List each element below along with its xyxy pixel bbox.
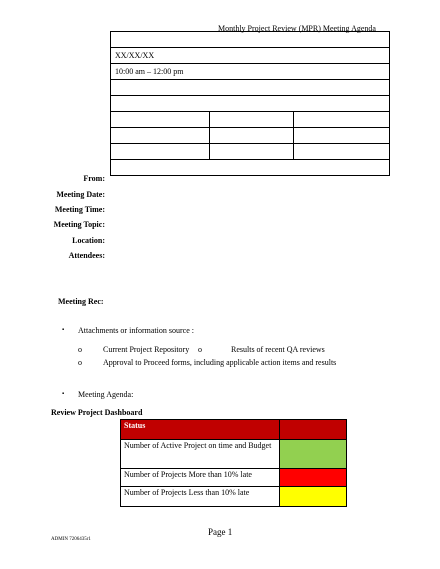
attendee-cell bbox=[111, 112, 210, 128]
bullet-meeting-agenda: Meeting Agenda: bbox=[78, 390, 134, 399]
title-cell bbox=[111, 32, 390, 48]
attendee-cell bbox=[210, 128, 294, 144]
date-cell: XX/XX/XX bbox=[111, 48, 390, 64]
attendee-cell bbox=[294, 112, 390, 128]
document-title: Monthly Project Review (MPR) Meeting Agenda bbox=[218, 24, 376, 33]
time-cell: 10:00 am – 12:00 pm bbox=[111, 64, 390, 80]
dashboard-row-label: Number of Projects Less than 10% late bbox=[121, 487, 280, 507]
attendee-cell bbox=[294, 128, 390, 144]
attendee-cell bbox=[210, 112, 294, 128]
status-header-swatch bbox=[280, 420, 347, 440]
dashboard-table bbox=[120, 419, 347, 507]
notes-cell bbox=[111, 160, 390, 176]
attendee-cell bbox=[111, 144, 210, 160]
label-from: From: bbox=[83, 174, 105, 183]
status-header: Status bbox=[121, 420, 280, 440]
sub-bullet-approval: Approval to Proceed forms, including applicable action items and results bbox=[103, 358, 337, 367]
attendee-cell bbox=[210, 144, 294, 160]
label-attendees: Attendees: bbox=[68, 251, 105, 260]
dashboard-row bbox=[121, 487, 347, 507]
attendee-cell bbox=[294, 144, 390, 160]
page-number: Page 1 bbox=[208, 527, 233, 537]
label-location: Location: bbox=[72, 236, 105, 245]
dashboard-header-row bbox=[121, 420, 347, 440]
meeting-rec-heading: Meeting Rec: bbox=[58, 297, 104, 306]
circle-bullet-icon: o bbox=[198, 345, 202, 354]
dashboard-title: Review Project Dashboard bbox=[51, 408, 143, 417]
label-meeting-time: Meeting Time: bbox=[54, 205, 105, 214]
location-cell bbox=[111, 96, 390, 112]
dashboard-row bbox=[121, 440, 347, 469]
square-bullet-icon: ▪ bbox=[62, 327, 65, 333]
status-swatch-green bbox=[280, 440, 347, 469]
attendee-cell bbox=[111, 128, 210, 144]
dashboard-row-label: Number of Projects More than 10% late bbox=[121, 469, 280, 487]
sub-bullet-qa-reviews: Results of recent QA reviews bbox=[231, 345, 325, 354]
topic-cell bbox=[111, 80, 390, 96]
sub-bullet-repository: Current Project Repository bbox=[103, 345, 190, 354]
dashboard-row bbox=[121, 469, 347, 487]
circle-bullet-icon: o bbox=[78, 345, 82, 354]
document-code: ADMIN 7206435r1 bbox=[51, 537, 91, 542]
bullet-attachments: Attachments or information source : bbox=[78, 326, 194, 335]
square-bullet-icon: ▪ bbox=[62, 391, 65, 397]
label-meeting-date: Meeting Date: bbox=[56, 190, 105, 199]
status-swatch-red bbox=[280, 469, 347, 487]
label-meeting-topic: Meeting Topic: bbox=[53, 220, 105, 229]
status-swatch-yellow bbox=[280, 487, 347, 507]
dashboard-row-label: Number of Active Project on time and Budget bbox=[121, 440, 280, 469]
circle-bullet-icon: o bbox=[78, 358, 82, 367]
meeting-info-table bbox=[110, 31, 390, 176]
